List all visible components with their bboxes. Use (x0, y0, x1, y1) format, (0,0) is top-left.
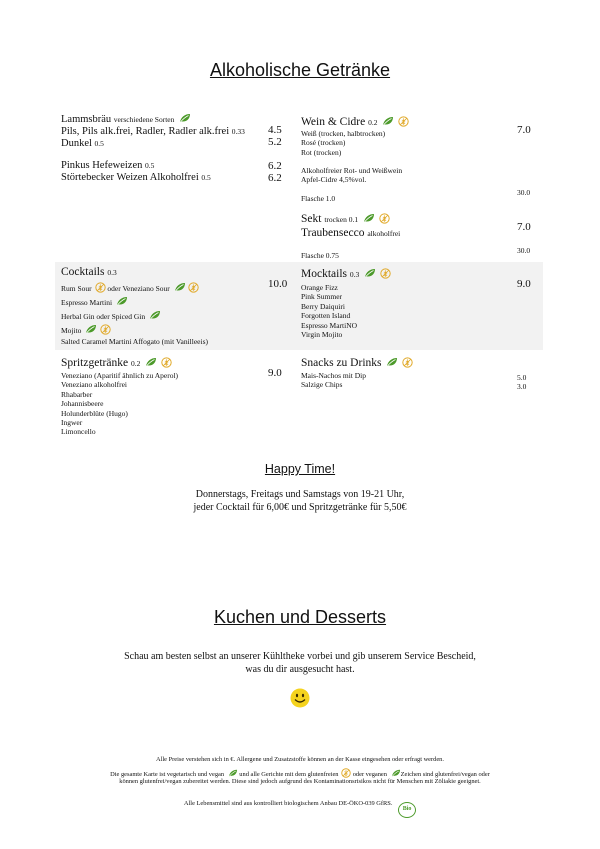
list-item: Rosé (trocken) (301, 138, 346, 148)
secco-note: alkoholfrei (367, 229, 401, 238)
gluten-free-icon (100, 324, 111, 335)
gluten-free-icon (380, 268, 391, 279)
list-item: Apfel-Cidre 4,5%vol. (301, 175, 367, 185)
snacks-title: Snacks zu Drinks (301, 357, 382, 369)
happy-time-title: Happy Time! (264, 462, 336, 476)
gluten-free-icon (379, 213, 390, 224)
bio-seal-icon: Bio (398, 802, 416, 818)
beer-row: Pinkus Hefeweizen 0.5 (61, 160, 155, 171)
footer-line: Die gesamte Karte ist vegetarisch und vegan und alle Gerichte mit dem glutenfreien oder veganen Zeichen sind glutenfrei/vegan oder (0, 768, 600, 778)
beer-price: 6.2 (268, 172, 282, 184)
list-item: Rhabarber (61, 389, 93, 399)
list-item: Limoncello (61, 427, 96, 437)
cocktail-line: Rum Sour oder Veneziano Sour (61, 282, 199, 293)
footer-line: können glutenfrei/vegan zubereitet werden. Diese sind jedoch aufgrund des Kontaminationsrisikos nicht für Menschen mit Zöliakie geeignet. (119, 778, 481, 785)
list-item: Orange Fizz (301, 283, 338, 292)
beer-price: 6.2 (268, 160, 282, 172)
snack-price: 5.0 (517, 373, 527, 382)
gluten-free-icon (341, 768, 351, 778)
snacks-list (301, 371, 366, 390)
vegan-leaf-icon (145, 357, 157, 367)
cocktail-line: Espresso Martini (61, 296, 128, 307)
vegan-leaf-icon (179, 113, 191, 123)
list-item: Berry Daiquiri (301, 301, 345, 311)
vegan-leaf-icon (116, 296, 128, 306)
footer-line: Alle Lebensmittel sind aus kontrolliert biologischem Anbau DE-ÖKO-039 GfRS. Bio (0, 800, 600, 818)
list-item: Johannisbeere (61, 399, 104, 409)
footer-line: Alle Preise verstehen sich in €. Allergene und Zusatzstoffe können an der Kasse eingesehen oder erfragt werden. (156, 756, 444, 763)
list-item: Virgin Mojito (301, 330, 343, 340)
beer-row: Störtebecker Weizen Alkoholfrei 0.5 (61, 172, 211, 183)
snack-price: 3.0 (517, 382, 527, 392)
vegan-leaf-icon (382, 116, 394, 126)
list-item: Salzige Chips (301, 380, 343, 390)
desserts-title: Kuchen und Desserts (213, 607, 387, 627)
page-title: Alkoholische Getränke (209, 60, 391, 80)
list-item: Weiß (trocken, halbtrocken) (301, 129, 386, 138)
happy-time-text: Donnerstags, Freitags und Samstags von 19-21 Uhr, jeder Cocktail für 6,00€ und Spritzgetränke für 5,50€ (193, 489, 407, 513)
mocktails-price: 9.0 (517, 278, 531, 290)
vegan-leaf-icon (228, 769, 238, 777)
list-item: Mais-Nachos mit Dip (301, 371, 366, 380)
spritz-price: 9.0 (268, 367, 282, 379)
beer-row: Dunkel 0.5 (61, 138, 104, 149)
sekt-price: 7.0 (517, 221, 531, 233)
sekt-title: Sekt (301, 213, 322, 225)
wine-price: 7.0 (517, 124, 531, 136)
smiley-icon (290, 688, 310, 708)
sekt-note: trocken 0.1 (324, 215, 359, 224)
list-item: Espresso MartiNO (301, 320, 358, 330)
wine-list (301, 129, 385, 157)
wine-list-2 (301, 166, 402, 185)
vegan-leaf-icon (363, 213, 375, 223)
cocktails-title-row (61, 266, 117, 278)
vegan-leaf-icon (174, 282, 186, 292)
cocktail-line: Herbal Gin oder Spiced Gin (61, 310, 161, 321)
cocktail-line: Salted Caramel Martini Affogato (mit Vanilleeis) (61, 337, 208, 346)
list-item: Ingwer (61, 418, 83, 428)
desserts-text: Schau am besten selbst an unserer Kühltheke vorbei und gib unserem Service Bescheid, was du dir ausgesucht hast. (124, 651, 476, 675)
vegan-leaf-icon (391, 769, 401, 777)
list-item: Veneziano (Aparitif ähnlich zu Aperol) (61, 371, 179, 380)
spritz-title: Spritzgetränke (61, 357, 129, 369)
vegan-leaf-icon (364, 268, 376, 278)
beer-row: Pils, Pils alk.frei, Radler, Radler alk.frei 0.33 (61, 126, 245, 137)
list-item: Alkoholfreier Rot- und Weißwein (301, 166, 403, 175)
spritz-list (61, 371, 178, 437)
wine-title: Wein & Cidre (301, 116, 366, 128)
gluten-free-icon (398, 116, 409, 127)
wine-bottle-price: 30.0 (517, 188, 531, 197)
list-item: Holunderblüte (Hugo) (61, 408, 128, 418)
snacks-title-row (301, 357, 413, 369)
gluten-free-icon (188, 282, 199, 293)
wine-title-row (301, 116, 409, 128)
mocktails-size: 0.3 (349, 270, 360, 279)
spritz-size: 0.2 (130, 359, 141, 368)
snacks-prices (517, 373, 526, 392)
list-item: Pink Summer (301, 292, 343, 302)
wine-size: 0.2 (368, 118, 378, 127)
beer-title: Lammsbräu (61, 114, 112, 125)
vegan-leaf-icon (149, 310, 161, 320)
mocktails-title: Mocktails (301, 268, 347, 280)
cocktails-title: Cocktails (61, 266, 105, 278)
mocktails-list (301, 283, 357, 339)
sekt-bottle-price: 30.0 (517, 246, 531, 255)
list-item: Veneziano alkoholfrei (61, 380, 128, 390)
beer-title-row (61, 113, 191, 125)
cocktail-line: Mojito (61, 324, 111, 335)
cocktails-price: 10.0 (268, 278, 288, 290)
sekt-bottle-label: Flasche 0.75 (301, 251, 339, 260)
secco-row (301, 227, 400, 239)
wine-bottle-label: Flasche 1.0 (301, 194, 336, 203)
gluten-free-icon (161, 357, 172, 368)
secco-title: Traubensecco (301, 227, 365, 239)
cocktails-size: 0.3 (107, 268, 117, 277)
vegan-leaf-icon (85, 324, 97, 334)
sekt-title-row (301, 213, 390, 225)
spritz-title-row (61, 357, 172, 369)
list-item: Rot (trocken) (301, 147, 342, 157)
beer-note: verschiedene Sorten (113, 115, 175, 124)
gluten-free-icon (95, 282, 106, 293)
mocktails-title-row (301, 268, 391, 280)
list-item: Forgotten Island (301, 311, 351, 321)
gluten-free-icon (402, 357, 413, 368)
vegan-leaf-icon (386, 357, 398, 367)
beer-price: 5.2 (268, 136, 282, 148)
beer-price: 4.5 (268, 124, 282, 136)
